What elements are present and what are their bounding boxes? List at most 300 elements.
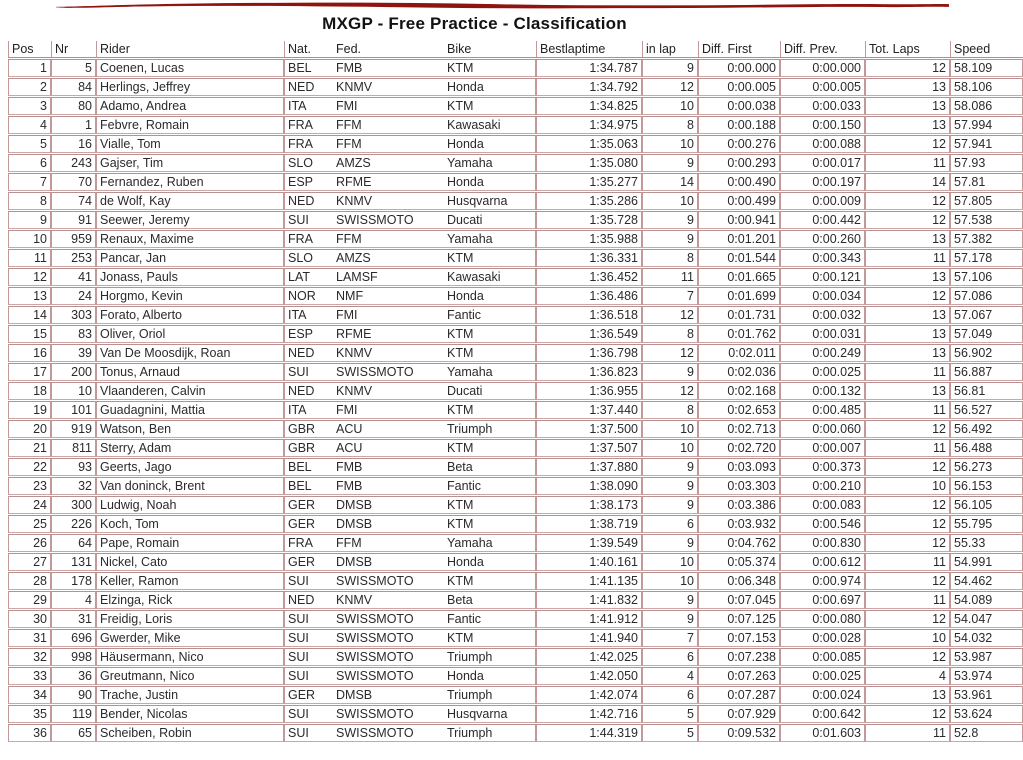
- cell-bestlaptime: 1:35.277: [536, 173, 642, 191]
- cell-nr: 64: [51, 534, 96, 552]
- cell-bike: Honda: [444, 667, 536, 685]
- cell-tot_laps: 11: [865, 591, 950, 609]
- cell-pos: 14: [8, 306, 51, 324]
- cell-rider: Vialle, Tom: [96, 135, 284, 153]
- table-row: [8, 553, 1023, 571]
- cell-fed: SWISSMOTO: [333, 610, 444, 628]
- cell-bike: Triumph: [444, 686, 536, 704]
- cell-nr: 83: [51, 325, 96, 343]
- cell-pos: 7: [8, 173, 51, 191]
- cell-speed: 56.153: [950, 477, 1023, 495]
- header-cell-tot_laps: Tot. Laps: [865, 41, 950, 58]
- cell-diff_prev: 0:00.485: [780, 401, 865, 419]
- cell-diff_first: 0:09.532: [698, 724, 780, 742]
- cell-bike: KTM: [444, 515, 536, 533]
- table-row: [8, 667, 1023, 685]
- cell-speed: 57.93: [950, 154, 1023, 172]
- cell-nat: SUI: [284, 705, 333, 723]
- cell-nat: GER: [284, 686, 333, 704]
- table-row: [8, 496, 1023, 514]
- cell-pos: 34: [8, 686, 51, 704]
- cell-speed: 54.032: [950, 629, 1023, 647]
- cell-bestlaptime: 1:38.090: [536, 477, 642, 495]
- cell-speed: 57.994: [950, 116, 1023, 134]
- cell-nat: SUI: [284, 667, 333, 685]
- cell-diff_prev: 0:00.197: [780, 173, 865, 191]
- cell-tot_laps: 11: [865, 249, 950, 267]
- table-row: [8, 325, 1023, 343]
- cell-bike: KTM: [444, 496, 536, 514]
- cell-in_lap: 9: [642, 211, 698, 229]
- cell-speed: 56.488: [950, 439, 1023, 457]
- cell-tot_laps: 11: [865, 363, 950, 381]
- cell-bestlaptime: 1:36.486: [536, 287, 642, 305]
- cell-pos: 13: [8, 287, 51, 305]
- cell-diff_first: 0:02.713: [698, 420, 780, 438]
- cell-rider: Horgmo, Kevin: [96, 287, 284, 305]
- cell-fed: SWISSMOTO: [333, 648, 444, 666]
- cell-diff_first: 0:00.000: [698, 59, 780, 77]
- cell-diff_first: 0:01.762: [698, 325, 780, 343]
- cell-bike: Yamaha: [444, 363, 536, 381]
- cell-bike: Honda: [444, 173, 536, 191]
- cell-fed: FMB: [333, 477, 444, 495]
- cell-bestlaptime: 1:41.135: [536, 572, 642, 590]
- cell-tot_laps: 11: [865, 553, 950, 571]
- cell-diff_first: 0:07.287: [698, 686, 780, 704]
- cell-speed: 54.089: [950, 591, 1023, 609]
- cell-bike: Triumph: [444, 420, 536, 438]
- table-row: [8, 230, 1023, 248]
- cell-rider: Vlaanderen, Calvin: [96, 382, 284, 400]
- cell-rider: Greutmann, Nico: [96, 667, 284, 685]
- cell-bestlaptime: 1:44.319: [536, 724, 642, 742]
- cell-fed: FMI: [333, 97, 444, 115]
- cell-bike: Triumph: [444, 724, 536, 742]
- cell-in_lap: 4: [642, 667, 698, 685]
- cell-bike: Ducati: [444, 382, 536, 400]
- cell-tot_laps: 13: [865, 686, 950, 704]
- cell-bike: Fantic: [444, 306, 536, 324]
- cell-nr: 31: [51, 610, 96, 628]
- cell-fed: DMSB: [333, 686, 444, 704]
- header-cell-in_lap: in lap: [642, 41, 698, 58]
- cell-in_lap: 9: [642, 363, 698, 381]
- cell-diff_prev: 0:00.009: [780, 192, 865, 210]
- cell-diff_first: 0:03.386: [698, 496, 780, 514]
- cell-speed: 53.987: [950, 648, 1023, 666]
- cell-nat: ITA: [284, 97, 333, 115]
- cell-in_lap: 10: [642, 553, 698, 571]
- cell-nr: 226: [51, 515, 96, 533]
- cell-diff_prev: 0:00.343: [780, 249, 865, 267]
- cell-rider: Häusermann, Nico: [96, 648, 284, 666]
- cell-tot_laps: 11: [865, 401, 950, 419]
- cell-bike: Husqvarna: [444, 192, 536, 210]
- cell-diff_prev: 0:00.031: [780, 325, 865, 343]
- cell-nr: 80: [51, 97, 96, 115]
- table-header: [8, 41, 1023, 58]
- header-cell-bestlaptime: Bestlaptime: [536, 41, 642, 58]
- header-cell-fed: Fed.: [333, 41, 444, 58]
- table-row: [8, 401, 1023, 419]
- cell-in_lap: 9: [642, 534, 698, 552]
- table-row: [8, 192, 1023, 210]
- cell-nat: NED: [284, 192, 333, 210]
- cell-tot_laps: 13: [865, 78, 950, 96]
- cell-pos: 30: [8, 610, 51, 628]
- cell-nat: BEL: [284, 458, 333, 476]
- cell-diff_prev: 0:00.080: [780, 610, 865, 628]
- cell-speed: 57.538: [950, 211, 1023, 229]
- cell-nat: SUI: [284, 572, 333, 590]
- cell-bestlaptime: 1:36.798: [536, 344, 642, 362]
- cell-nat: GBR: [284, 439, 333, 457]
- cell-diff_prev: 0:00.697: [780, 591, 865, 609]
- cell-bike: KTM: [444, 629, 536, 647]
- cell-tot_laps: 12: [865, 515, 950, 533]
- cell-nat: FRA: [284, 230, 333, 248]
- cell-diff_first: 0:07.263: [698, 667, 780, 685]
- cell-speed: 55.33: [950, 534, 1023, 552]
- cell-diff_prev: 0:00.005: [780, 78, 865, 96]
- cell-pos: 16: [8, 344, 51, 362]
- header-cell-nat: Nat.: [284, 41, 333, 58]
- cell-speed: 58.106: [950, 78, 1023, 96]
- table-row: [8, 534, 1023, 552]
- cell-fed: KNMV: [333, 78, 444, 96]
- cell-bike: Yamaha: [444, 230, 536, 248]
- cell-in_lap: 9: [642, 477, 698, 495]
- cell-in_lap: 9: [642, 230, 698, 248]
- cell-nr: 811: [51, 439, 96, 457]
- cell-nr: 959: [51, 230, 96, 248]
- cell-speed: 56.902: [950, 344, 1023, 362]
- cell-bestlaptime: 1:34.825: [536, 97, 642, 115]
- cell-fed: ACU: [333, 420, 444, 438]
- cell-rider: Adamo, Andrea: [96, 97, 284, 115]
- cell-diff_first: 0:01.699: [698, 287, 780, 305]
- classification-table: [8, 40, 1023, 743]
- cell-bestlaptime: 1:37.880: [536, 458, 642, 476]
- cell-speed: 54.047: [950, 610, 1023, 628]
- cell-nr: 16: [51, 135, 96, 153]
- cell-bestlaptime: 1:40.161: [536, 553, 642, 571]
- cell-in_lap: 9: [642, 610, 698, 628]
- cell-nr: 84: [51, 78, 96, 96]
- cell-nr: 90: [51, 686, 96, 704]
- cell-diff_first: 0:00.941: [698, 211, 780, 229]
- cell-nat: SUI: [284, 363, 333, 381]
- cell-diff_prev: 0:00.260: [780, 230, 865, 248]
- cell-diff_first: 0:01.731: [698, 306, 780, 324]
- header-cell-nr: Nr: [51, 41, 96, 58]
- cell-bike: Kawasaki: [444, 268, 536, 286]
- cell-fed: SWISSMOTO: [333, 629, 444, 647]
- cell-rider: Renaux, Maxime: [96, 230, 284, 248]
- cell-pos: 17: [8, 363, 51, 381]
- cell-in_lap: 9: [642, 458, 698, 476]
- cell-in_lap: 14: [642, 173, 698, 191]
- cell-nr: 119: [51, 705, 96, 723]
- cell-rider: Tonus, Arnaud: [96, 363, 284, 381]
- cell-nr: 253: [51, 249, 96, 267]
- header-cell-rider: Rider: [96, 41, 284, 58]
- cell-speed: 52.8: [950, 724, 1023, 742]
- cell-in_lap: 10: [642, 572, 698, 590]
- cell-bestlaptime: 1:37.500: [536, 420, 642, 438]
- table-row: [8, 135, 1023, 153]
- cell-tot_laps: 11: [865, 154, 950, 172]
- cell-rider: Fernandez, Ruben: [96, 173, 284, 191]
- cell-nr: 200: [51, 363, 96, 381]
- table-row: [8, 211, 1023, 229]
- cell-diff_prev: 0:00.024: [780, 686, 865, 704]
- cell-diff_prev: 0:00.442: [780, 211, 865, 229]
- cell-pos: 24: [8, 496, 51, 514]
- cell-in_lap: 12: [642, 344, 698, 362]
- cell-nr: 300: [51, 496, 96, 514]
- cell-nat: SLO: [284, 249, 333, 267]
- cell-fed: DMSB: [333, 496, 444, 514]
- cell-nat: NED: [284, 78, 333, 96]
- cell-nat: BEL: [284, 59, 333, 77]
- cell-bike: KTM: [444, 401, 536, 419]
- cell-rider: Gajser, Tim: [96, 154, 284, 172]
- cell-fed: FMI: [333, 401, 444, 419]
- table-row: [8, 420, 1023, 438]
- cell-in_lap: 10: [642, 192, 698, 210]
- cell-bike: KTM: [444, 439, 536, 457]
- cell-in_lap: 10: [642, 97, 698, 115]
- cell-nr: 24: [51, 287, 96, 305]
- cell-tot_laps: 13: [865, 97, 950, 115]
- cell-fed: SWISSMOTO: [333, 667, 444, 685]
- cell-fed: AMZS: [333, 249, 444, 267]
- cell-bike: Ducati: [444, 211, 536, 229]
- cell-tot_laps: 12: [865, 59, 950, 77]
- cell-fed: FMI: [333, 306, 444, 324]
- cell-nat: SUI: [284, 211, 333, 229]
- cell-fed: FMB: [333, 458, 444, 476]
- cell-diff_prev: 0:00.612: [780, 553, 865, 571]
- cell-pos: 25: [8, 515, 51, 533]
- cell-rider: Sterry, Adam: [96, 439, 284, 457]
- cell-speed: 57.178: [950, 249, 1023, 267]
- cell-diff_first: 0:01.201: [698, 230, 780, 248]
- cell-speed: 57.049: [950, 325, 1023, 343]
- cell-bestlaptime: 1:42.074: [536, 686, 642, 704]
- cell-bestlaptime: 1:35.988: [536, 230, 642, 248]
- cell-tot_laps: 12: [865, 705, 950, 723]
- cell-rider: Oliver, Oriol: [96, 325, 284, 343]
- cell-rider: Jonass, Pauls: [96, 268, 284, 286]
- cell-nat: ESP: [284, 173, 333, 191]
- cell-bestlaptime: 1:36.331: [536, 249, 642, 267]
- table-row: [8, 249, 1023, 267]
- cell-rider: Scheiben, Robin: [96, 724, 284, 742]
- cell-bestlaptime: 1:42.716: [536, 705, 642, 723]
- cell-bike: Beta: [444, 591, 536, 609]
- table-row: [8, 59, 1023, 77]
- table-row: [8, 515, 1023, 533]
- cell-speed: 56.105: [950, 496, 1023, 514]
- table-row: [8, 97, 1023, 115]
- cell-bestlaptime: 1:34.792: [536, 78, 642, 96]
- cell-tot_laps: 11: [865, 439, 950, 457]
- cell-diff_first: 0:02.168: [698, 382, 780, 400]
- cell-nr: 101: [51, 401, 96, 419]
- cell-nat: NED: [284, 344, 333, 362]
- cell-in_lap: 9: [642, 154, 698, 172]
- cell-nat: GER: [284, 515, 333, 533]
- cell-nat: NED: [284, 591, 333, 609]
- cell-bike: KTM: [444, 249, 536, 267]
- cell-tot_laps: 13: [865, 268, 950, 286]
- cell-pos: 5: [8, 135, 51, 153]
- cell-diff_first: 0:04.762: [698, 534, 780, 552]
- cell-tot_laps: 10: [865, 629, 950, 647]
- cell-in_lap: 9: [642, 59, 698, 77]
- cell-fed: DMSB: [333, 553, 444, 571]
- cell-bike: Fantic: [444, 477, 536, 495]
- cell-pos: 12: [8, 268, 51, 286]
- cell-nat: FRA: [284, 534, 333, 552]
- cell-tot_laps: 12: [865, 534, 950, 552]
- cell-speed: 57.086: [950, 287, 1023, 305]
- cell-fed: RFME: [333, 173, 444, 191]
- cell-fed: SWISSMOTO: [333, 572, 444, 590]
- cell-in_lap: 8: [642, 401, 698, 419]
- cell-pos: 19: [8, 401, 51, 419]
- cell-diff_first: 0:07.153: [698, 629, 780, 647]
- cell-nr: 1: [51, 116, 96, 134]
- cell-nat: SUI: [284, 648, 333, 666]
- cell-tot_laps: 12: [865, 572, 950, 590]
- cell-nr: 243: [51, 154, 96, 172]
- cell-pos: 23: [8, 477, 51, 495]
- cell-rider: Pape, Romain: [96, 534, 284, 552]
- cell-in_lap: 8: [642, 325, 698, 343]
- cell-diff_prev: 0:00.032: [780, 306, 865, 324]
- table-row: [8, 268, 1023, 286]
- cell-bike: Yamaha: [444, 154, 536, 172]
- cell-diff_first: 0:03.932: [698, 515, 780, 533]
- cell-nr: 998: [51, 648, 96, 666]
- table-row: [8, 686, 1023, 704]
- cell-nat: NED: [284, 382, 333, 400]
- cell-rider: Febvre, Romain: [96, 116, 284, 134]
- cell-speed: 57.805: [950, 192, 1023, 210]
- cell-diff_first: 0:00.005: [698, 78, 780, 96]
- cell-tot_laps: 13: [865, 325, 950, 343]
- cell-diff_prev: 0:00.974: [780, 572, 865, 590]
- cell-diff_first: 0:02.036: [698, 363, 780, 381]
- cell-diff_prev: 0:00.034: [780, 287, 865, 305]
- cell-nat: FRA: [284, 116, 333, 134]
- cell-diff_prev: 0:00.033: [780, 97, 865, 115]
- table-row: [8, 591, 1023, 609]
- table-row: [8, 477, 1023, 495]
- cell-pos: 10: [8, 230, 51, 248]
- cell-diff_prev: 0:01.603: [780, 724, 865, 742]
- cell-diff_prev: 0:00.373: [780, 458, 865, 476]
- cell-pos: 9: [8, 211, 51, 229]
- cell-pos: 6: [8, 154, 51, 172]
- cell-rider: Nickel, Cato: [96, 553, 284, 571]
- cell-nr: 65: [51, 724, 96, 742]
- table-row: [8, 78, 1023, 96]
- cell-rider: Freidig, Loris: [96, 610, 284, 628]
- cell-pos: 22: [8, 458, 51, 476]
- cell-diff_first: 0:02.653: [698, 401, 780, 419]
- cell-diff_prev: 0:00.025: [780, 363, 865, 381]
- cell-bike: KTM: [444, 325, 536, 343]
- cell-diff_prev: 0:00.546: [780, 515, 865, 533]
- cell-bike: Beta: [444, 458, 536, 476]
- cell-speed: 56.887: [950, 363, 1023, 381]
- cell-pos: 27: [8, 553, 51, 571]
- cell-diff_prev: 0:00.642: [780, 705, 865, 723]
- cell-diff_prev: 0:00.007: [780, 439, 865, 457]
- cell-pos: 20: [8, 420, 51, 438]
- cell-nr: 39: [51, 344, 96, 362]
- cell-speed: 53.974: [950, 667, 1023, 685]
- cell-nat: ITA: [284, 306, 333, 324]
- cell-bestlaptime: 1:38.173: [536, 496, 642, 514]
- cell-nr: 696: [51, 629, 96, 647]
- cell-pos: 15: [8, 325, 51, 343]
- cell-fed: FMB: [333, 59, 444, 77]
- cell-diff_prev: 0:00.210: [780, 477, 865, 495]
- cell-fed: KNMV: [333, 344, 444, 362]
- cell-tot_laps: 12: [865, 135, 950, 153]
- cell-rider: de Wolf, Kay: [96, 192, 284, 210]
- cell-tot_laps: 12: [865, 496, 950, 514]
- cell-diff_prev: 0:00.088: [780, 135, 865, 153]
- table-row: [8, 648, 1023, 666]
- cell-pos: 35: [8, 705, 51, 723]
- cell-diff_first: 0:00.293: [698, 154, 780, 172]
- cell-fed: DMSB: [333, 515, 444, 533]
- cell-rider: Elzinga, Rick: [96, 591, 284, 609]
- cell-bestlaptime: 1:36.549: [536, 325, 642, 343]
- cell-in_lap: 6: [642, 686, 698, 704]
- cell-bestlaptime: 1:36.823: [536, 363, 642, 381]
- cell-speed: 57.382: [950, 230, 1023, 248]
- cell-nr: 10: [51, 382, 96, 400]
- cell-bestlaptime: 1:34.787: [536, 59, 642, 77]
- cell-diff_first: 0:02.720: [698, 439, 780, 457]
- cell-fed: FFM: [333, 135, 444, 153]
- cell-bestlaptime: 1:41.940: [536, 629, 642, 647]
- cell-in_lap: 7: [642, 629, 698, 647]
- cell-fed: RFME: [333, 325, 444, 343]
- table-row: [8, 363, 1023, 381]
- cell-in_lap: 9: [642, 496, 698, 514]
- cell-diff_first: 0:06.348: [698, 572, 780, 590]
- cell-speed: 57.81: [950, 173, 1023, 191]
- cell-in_lap: 5: [642, 724, 698, 742]
- cell-rider: Koch, Tom: [96, 515, 284, 533]
- cell-rider: Forato, Alberto: [96, 306, 284, 324]
- cell-diff_first: 0:07.125: [698, 610, 780, 628]
- cell-diff_prev: 0:00.028: [780, 629, 865, 647]
- cell-in_lap: 8: [642, 116, 698, 134]
- cell-bestlaptime: 1:42.025: [536, 648, 642, 666]
- table-row: [8, 287, 1023, 305]
- cell-nat: GER: [284, 553, 333, 571]
